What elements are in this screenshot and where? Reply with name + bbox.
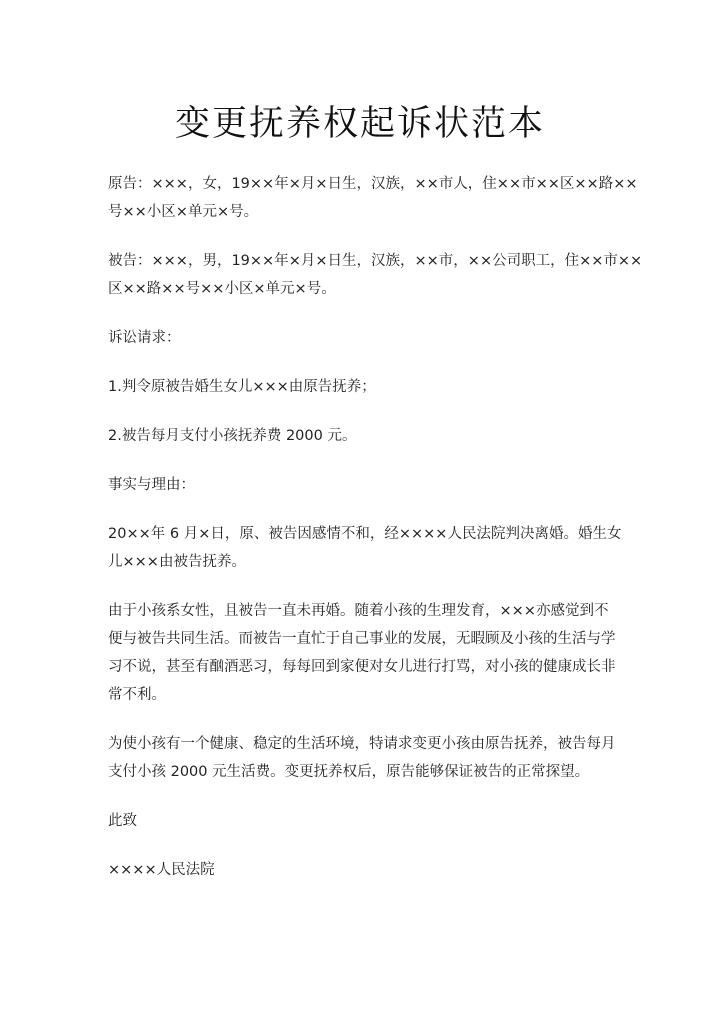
facts-heading	[108, 471, 628, 499]
text-line: 习不说，甚至有酗酒恶习，每每回到家便对女儿进行打骂，对小孩的健康成长非	[108, 659, 616, 675]
plaintiff-info	[108, 170, 638, 226]
text-line: 由于小孩系女性，且被告一直未再婚。随着小孩的生理发育，×××亦感觉到不	[108, 603, 609, 619]
facts-paragraph-1	[108, 520, 628, 576]
court-name	[108, 856, 628, 884]
claim-2	[108, 422, 628, 450]
text-line: 事实与理由：	[108, 477, 195, 493]
text-line: 常不利。	[108, 687, 166, 703]
claims-heading	[108, 324, 628, 352]
defendant-info	[108, 247, 643, 303]
text-line: 1.判令原被告婚生女儿×××由原告抚养；	[108, 379, 376, 395]
text-line: 便与被告共同生活。而被告一直忙于自己事业的发展，无暇顾及小孩的生活与学	[108, 631, 616, 647]
facts-paragraph-3	[108, 730, 628, 786]
claim-1	[108, 373, 628, 401]
closing-salutation	[108, 807, 628, 835]
text-line: 儿×××由被告抚养。	[108, 554, 246, 570]
text-line: 诉讼请求：	[108, 330, 181, 346]
text-line: 此致	[108, 813, 137, 829]
text-line: 2.被告每月支付小孩抚养费 2000 元。	[108, 428, 357, 444]
text-line: 号××小区×单元×号。	[108, 204, 259, 220]
document-title: 变更抚养权起诉状范本	[174, 104, 545, 144]
text-line: ××××人民法院	[108, 862, 215, 878]
document-body	[108, 170, 643, 905]
text-line: 为使小孩有一个健康、稳定的生活环境，特请求变更小孩由原告抚养，被告每月	[108, 736, 616, 752]
text-line: 支付小孩 2000 元生活费。变更抚养权后，原告能够保证被告的正常探望。	[108, 764, 590, 780]
text-line: 20××年 6 月×日，原、被告因感情不和，经××××人民法院判决离婚。婚生女	[108, 526, 622, 542]
text-line: 原告：×××，女，19××年×月×日生，汉族，××市人，住××市××区××路××	[108, 176, 638, 192]
text-line: 区××路××号××小区×单元×号。	[108, 281, 336, 297]
facts-paragraph-2	[108, 597, 628, 709]
text-line: 被告：×××，男，19××年×月×日生，汉族，××市，××公司职工，住××市××	[108, 253, 643, 269]
